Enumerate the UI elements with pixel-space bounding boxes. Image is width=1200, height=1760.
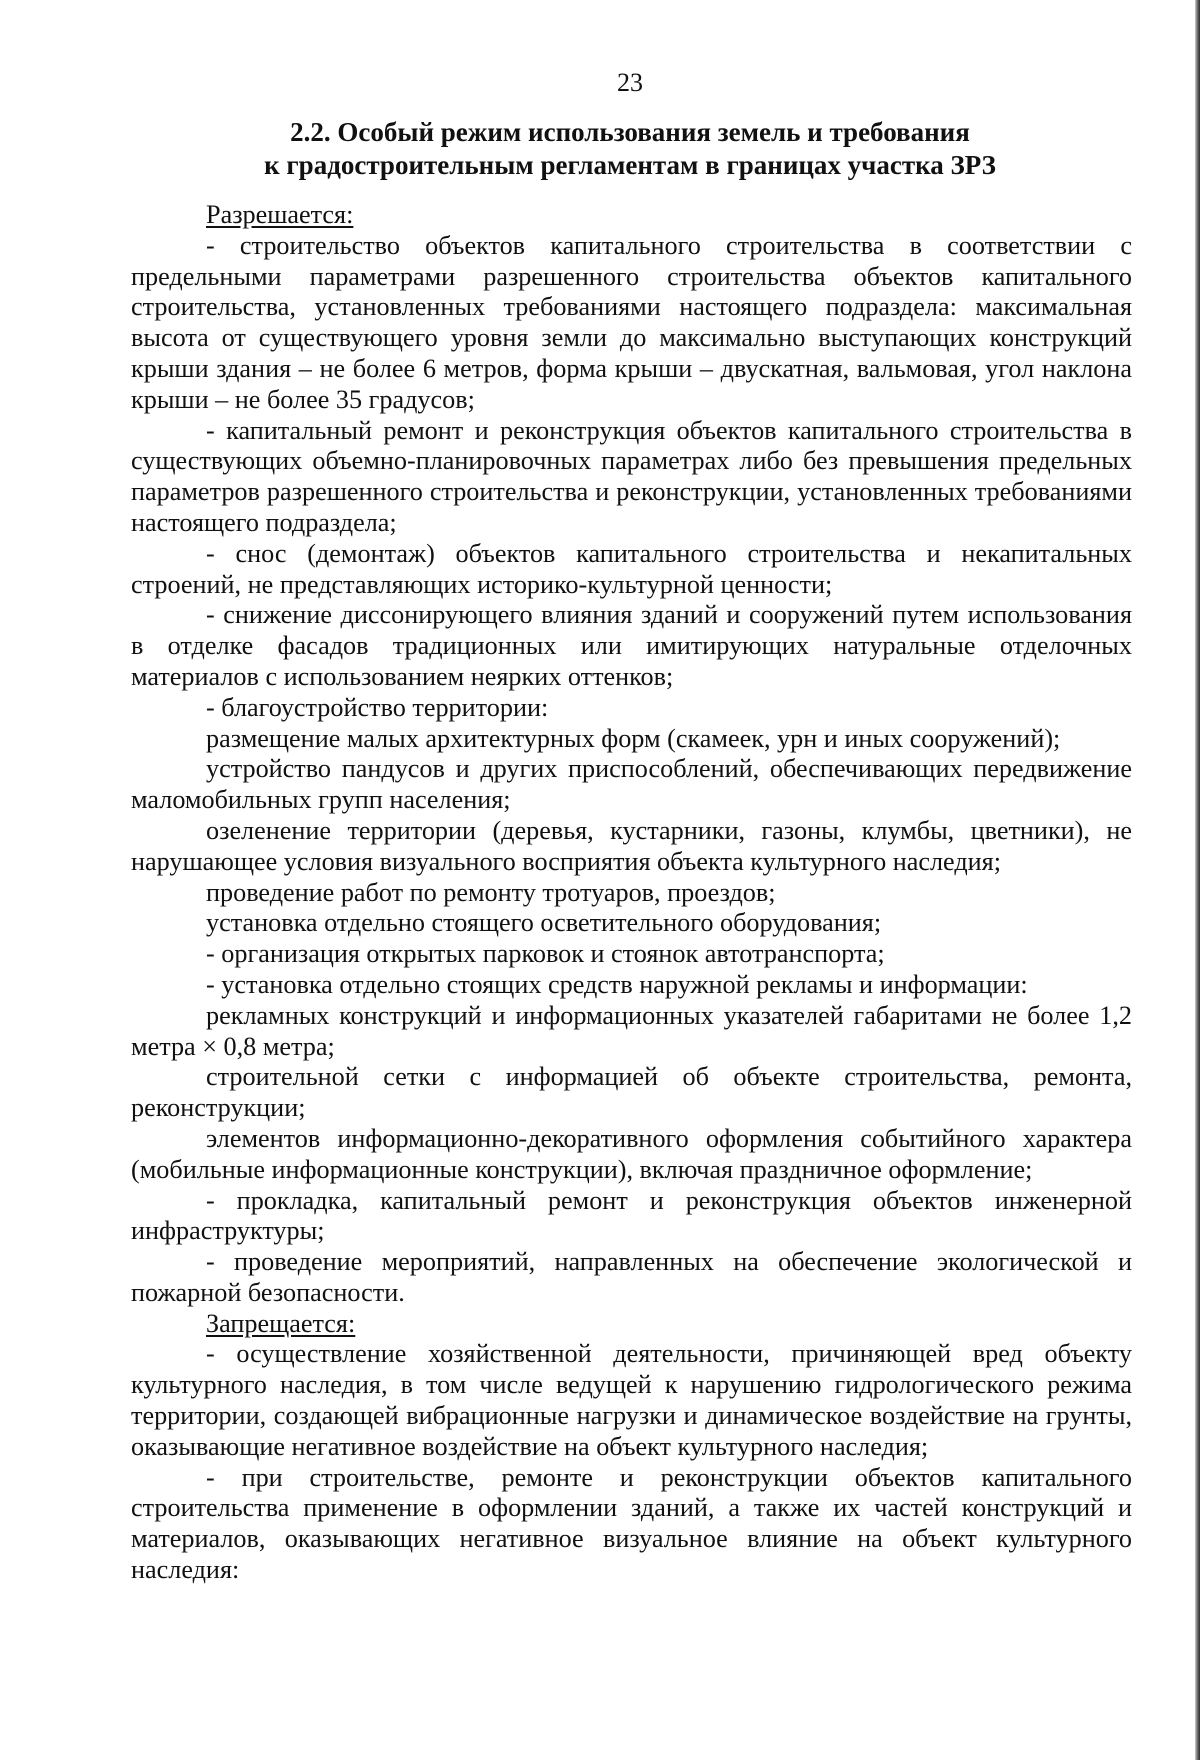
heading-line-1: 2.2. Особый режим использования земель и требования [290, 117, 970, 147]
allowed-item: - капитальный ремонт и реконструкция объектов капитального строительства в существующих объемно-планировочных параметрах либо без превышения предельных параметров разрешенного строительства и реконструкции, установленных требованиями настоящего подраздела; [131, 415, 1132, 537]
allowed-item: - установка отдельно стоящих средств наружной рекламы и информации: [206, 969, 1028, 999]
allowed-label: Разрешается: [206, 200, 354, 229]
allowed-item: - прокладка, капитальный ремонт и реконструкция объектов инженерной инфраструктуры; [131, 1185, 1132, 1246]
scan-edge [1195, 0, 1200, 1760]
allowed-item: озеленение территории (деревья, кустарники, газоны, клумбы, цветники), не нарушающее условия визуального восприятия объекта культурного наследия; [131, 815, 1132, 876]
allowed-item: проведение работ по ремонту тротуаров, проездов; [206, 877, 776, 907]
allowed-item: - снижение диссонирующего влияния зданий и сооружений путем использования в отделке фасадов традиционных или имитирующих натуральные отделочных материалов с использованием неярких оттенков; [131, 600, 1132, 691]
allowed-item: размещение малых архитектурных форм (скамеек, урн и иных сооружений); [206, 723, 1061, 753]
allowed-item: элементов информационно-декоративного оформления событийного характера (мобильные информационные конструкции), включая праздничное оформление; [131, 1123, 1132, 1184]
forbidden-label: Запрещается: [206, 1308, 356, 1338]
section-heading [130, 116, 1130, 182]
allowed-item: рекламных конструкций и информационных указателей габаритами не более 1,2 метра × 0,8 метра; [131, 1000, 1132, 1061]
allowed-item: - проведение мероприятий, направленных на обеспечение экологической и пожарной безопасности. [131, 1247, 1132, 1307]
allowed-item: - организация открытых парковок и стоянок автотранспорта; [206, 939, 885, 969]
forbidden-item: - при строительстве, ремонте и реконструкции объектов капитального строительства применение в оформлении зданий, а также их частей конструкций и материалов, оказывающих негативное визуальное влияние на объект культурного наследия: [131, 1462, 1132, 1585]
allowed-item: - снос (демонтаж) объектов капитального строительства и некапитальных строений, не представляющих историко-культурной ценности; [131, 538, 1132, 599]
forbidden-label-paragraph [131, 1309, 1132, 1340]
page-number: 23 [617, 68, 643, 97]
heading-line-2: к градостроительным регламентам в границах участка ЗРЗ [264, 150, 996, 180]
allowed-item: устройство пандусов и других приспособлений, обеспечивающих передвижение маломобильных групп населения; [131, 754, 1132, 815]
forbidden-item: - осуществление хозяйственной деятельности, причиняющей вред объекту культурного наследия, в том числе ведущей к нарушению гидрологического режима территории, создающей вибрационные нагрузки и динамическое воздействие на грунты, оказывающие негативное воздействие на объект культурного наследия; [131, 1339, 1132, 1461]
allowed-item: - благоустройство территории: [206, 692, 549, 722]
allowed-item: установка отдельно стоящего осветительного оборудования; [206, 908, 882, 938]
document-body [131, 200, 1132, 1586]
allowed-item: - строительство объектов капитального строительства в соответствии с предельными параметрами разрешенного строительства объектов капитального строительства, установленных требованиями настоящего подраздела: максимальная высота от существующего уровня земли до максимально выступающих конструкций крыши здания – не более 6 метров, форма крыши – двускатная, вальмовая, угол наклона крыши – не более 35 градусов; [131, 230, 1132, 414]
allowed-item: строительной сетки с информацией об объекте строительства, ремонта, реконструкции; [131, 1062, 1132, 1123]
allowed-label-paragraph [131, 200, 1132, 231]
